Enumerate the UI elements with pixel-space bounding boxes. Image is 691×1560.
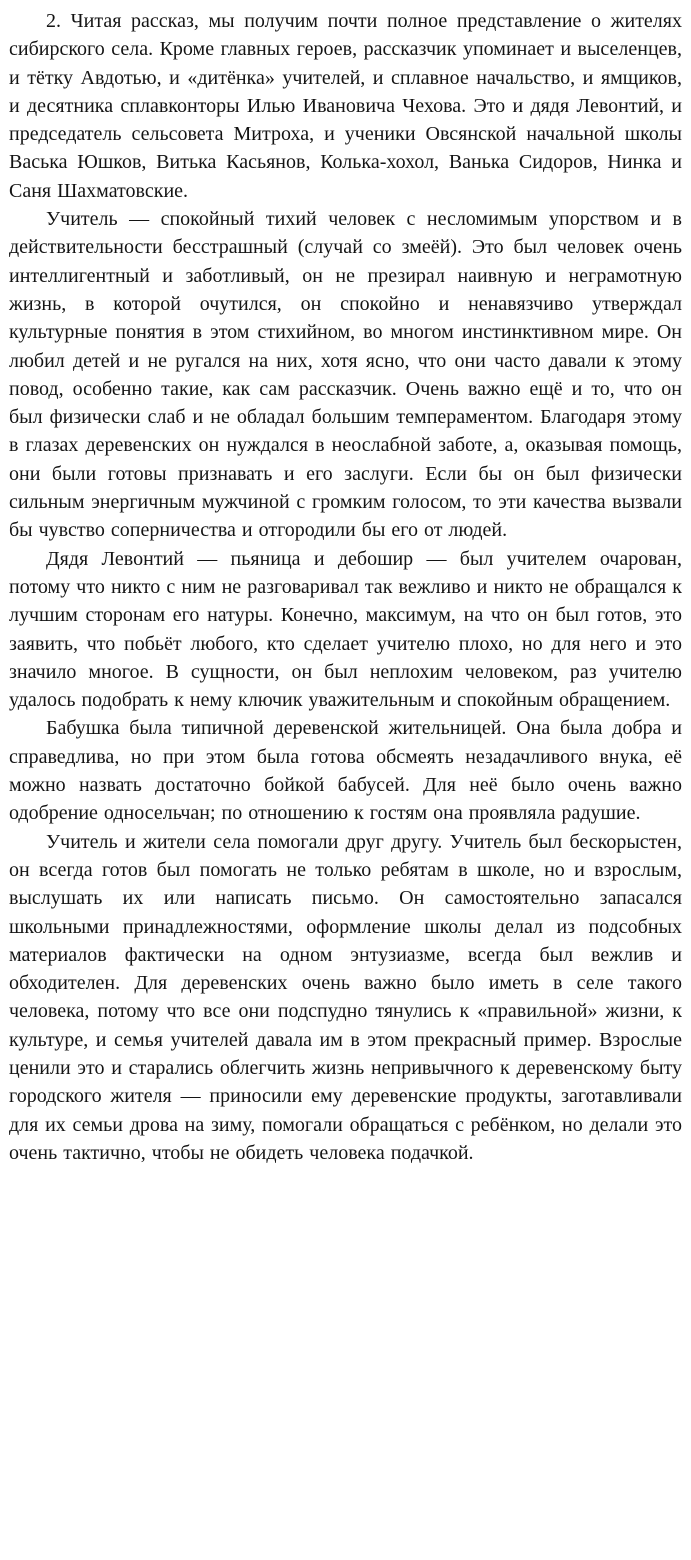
paragraph-characters-list: 2. Читая рассказ, мы получим почти полное представление о жителях сибирского села. Кроме главных героев, рассказчик упоминает и выселенцев, и тётку Авдотью, и «дитёнка» учителей, и сплавное начальство, и ямщиков, и десятника сплавконторы Илью Ивановича Чехова. Это и дядя Левонтий, и председатель сельсовета Митроха, и ученики Овсянской начальной школы Васька Юшков, Витька Касьянов, Колька-хохол, Ванька Сидоров, Нинка и Саня Шахматовские. bbox=[9, 10, 682, 202]
paragraph-grandmother: Бабушка была типичной деревенской жительницей. Она была добра и справедлива, но при этом была готова обсмеять незадачливого внука, её можно назвать достаточно бойкой бабусей. Для неё было очень важно одобрение односельчан; по отношению к гостям она проявляла радушие. bbox=[9, 717, 682, 825]
paragraph-teacher-description: Учитель — спокойный тихий человек с несломимым упорством и в действительности бесстрашный (случай со змеёй). Это был человек очень интеллигентный и заботливый, он не презирал наивную и неграмотную жизнь, в которой очутился, он спокойно и ненавязчиво утверждал культурные понятия в этом стихийном, во многом инстинктивном мире. Он любил детей и не ругался на них, хотя ясно, что они часто давали к этому повод, особенно такие, как сам рассказчик. Очень важно ещё и то, что он был физически слаб и не обладал большим темпераментом. Благодаря этому в глазах деревенских он нуждался в неослабной заботе, а, оказывая помощь, они были готовы признавать и его заслуги. Если бы он был физически сильным энергичным мужчиной с громким голосом, то эти качества вызвали бы чувство соперничества и отгородили бы его от людей. bbox=[9, 208, 682, 542]
paragraph-uncle-levontiy: Дядя Левонтий — пьяница и дебошир — был учителем очарован, потому что никто с ним не разговаривал так вежливо и никто не обращался к лучшим сторонам его натуры. Конечно, максимум, на что он был готов, это заявить, что побьёт любого, кто сделает учителю плохо, но для него и это значило многое. В сущности, он был неплохим человеком, раз учителю удалось подобрать к нему ключик уважительным и спокойным обращением. bbox=[9, 547, 682, 712]
paragraph-teacher-and-villagers: Учитель и жители села помогали друг другу. Учитель был бескорыстен, он всегда готов был помогать не только ребятам в школе, но и взрослым, выслушать их или написать письмо. Он самостоятельно запасался школьными принадлежностями, оформление школы делал из подсобных материалов фактически на одном энтузиазме, всегда был вежлив и обходителен. Для деревенских очень важно было иметь в селе такого человека, потому что все они подспудно тянулись к «правильной» жизни, к культуре, и семья учителей давала им в этом прекрасный пример. Взрослые ценили это и старались облегчить жизнь непривычного к деревенскому быту городского жителя — приносили ему деревенские продукты, заготавливали для их семьи дрова на зиму, помогали обращаться с ребёнком, но делали это очень тактично, чтобы не обидеть человека подачкой. bbox=[9, 830, 682, 1164]
